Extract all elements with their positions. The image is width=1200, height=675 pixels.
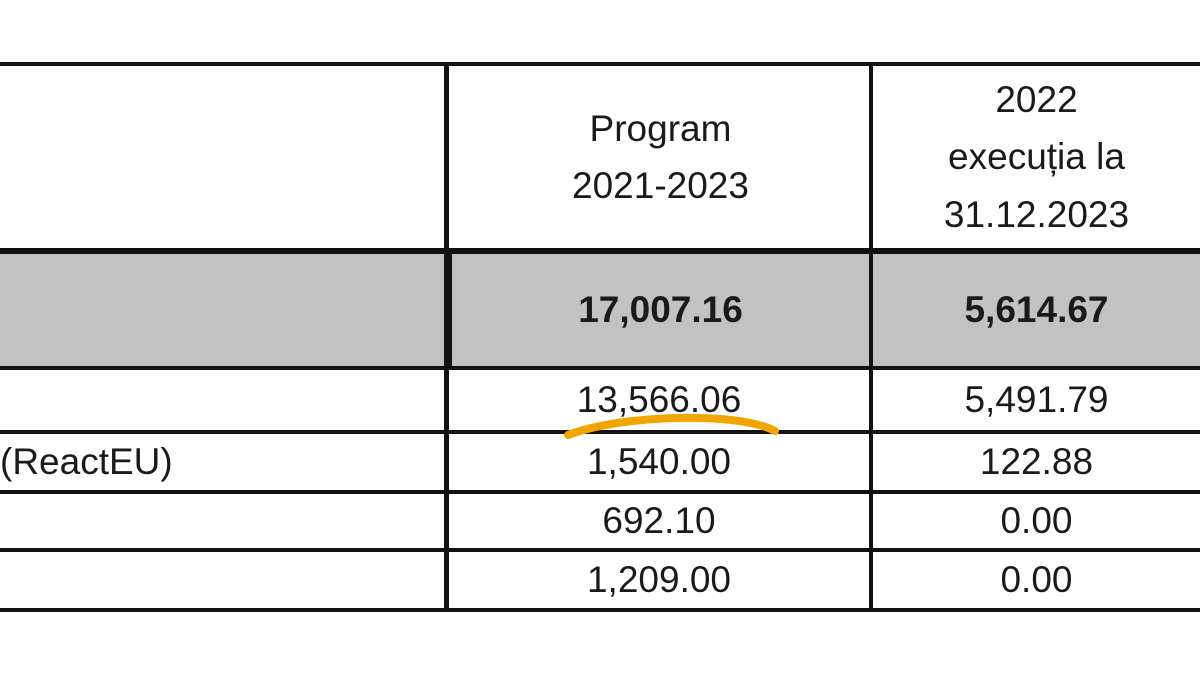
- header-program: [452, 66, 869, 248]
- row3-program-value: 692.10: [602, 500, 716, 542]
- header-program-line1: Program: [589, 107, 732, 149]
- row4-label: [0, 552, 444, 608]
- row2-execution-value: 122.88: [979, 441, 1094, 483]
- row4-execution-value: 0.00: [1000, 559, 1073, 601]
- header-execution: [873, 66, 1200, 248]
- row4-program-value: 1,209.00: [586, 559, 732, 601]
- row1-label: [0, 370, 444, 430]
- total-program-value: 17,007.16: [578, 289, 743, 331]
- row3-label: [0, 494, 444, 548]
- row2-program-value: 1,540.00: [586, 441, 732, 483]
- row1-program-value: 13,566.06: [576, 379, 742, 421]
- header-program-line2: 2021-2023: [572, 165, 749, 206]
- header-execution-line2: execuția la: [948, 136, 1125, 178]
- row3-execution-value: 0.00: [1000, 500, 1073, 542]
- total-execution-value: 5,614.67: [964, 289, 1109, 331]
- row1-execution-value: 5,491.79: [964, 379, 1109, 421]
- header-execution-line3: 31.12.2023: [943, 193, 1130, 235]
- row2-label: (ReactEU): [0, 441, 173, 483]
- header-execution-line1: 2022: [995, 78, 1078, 120]
